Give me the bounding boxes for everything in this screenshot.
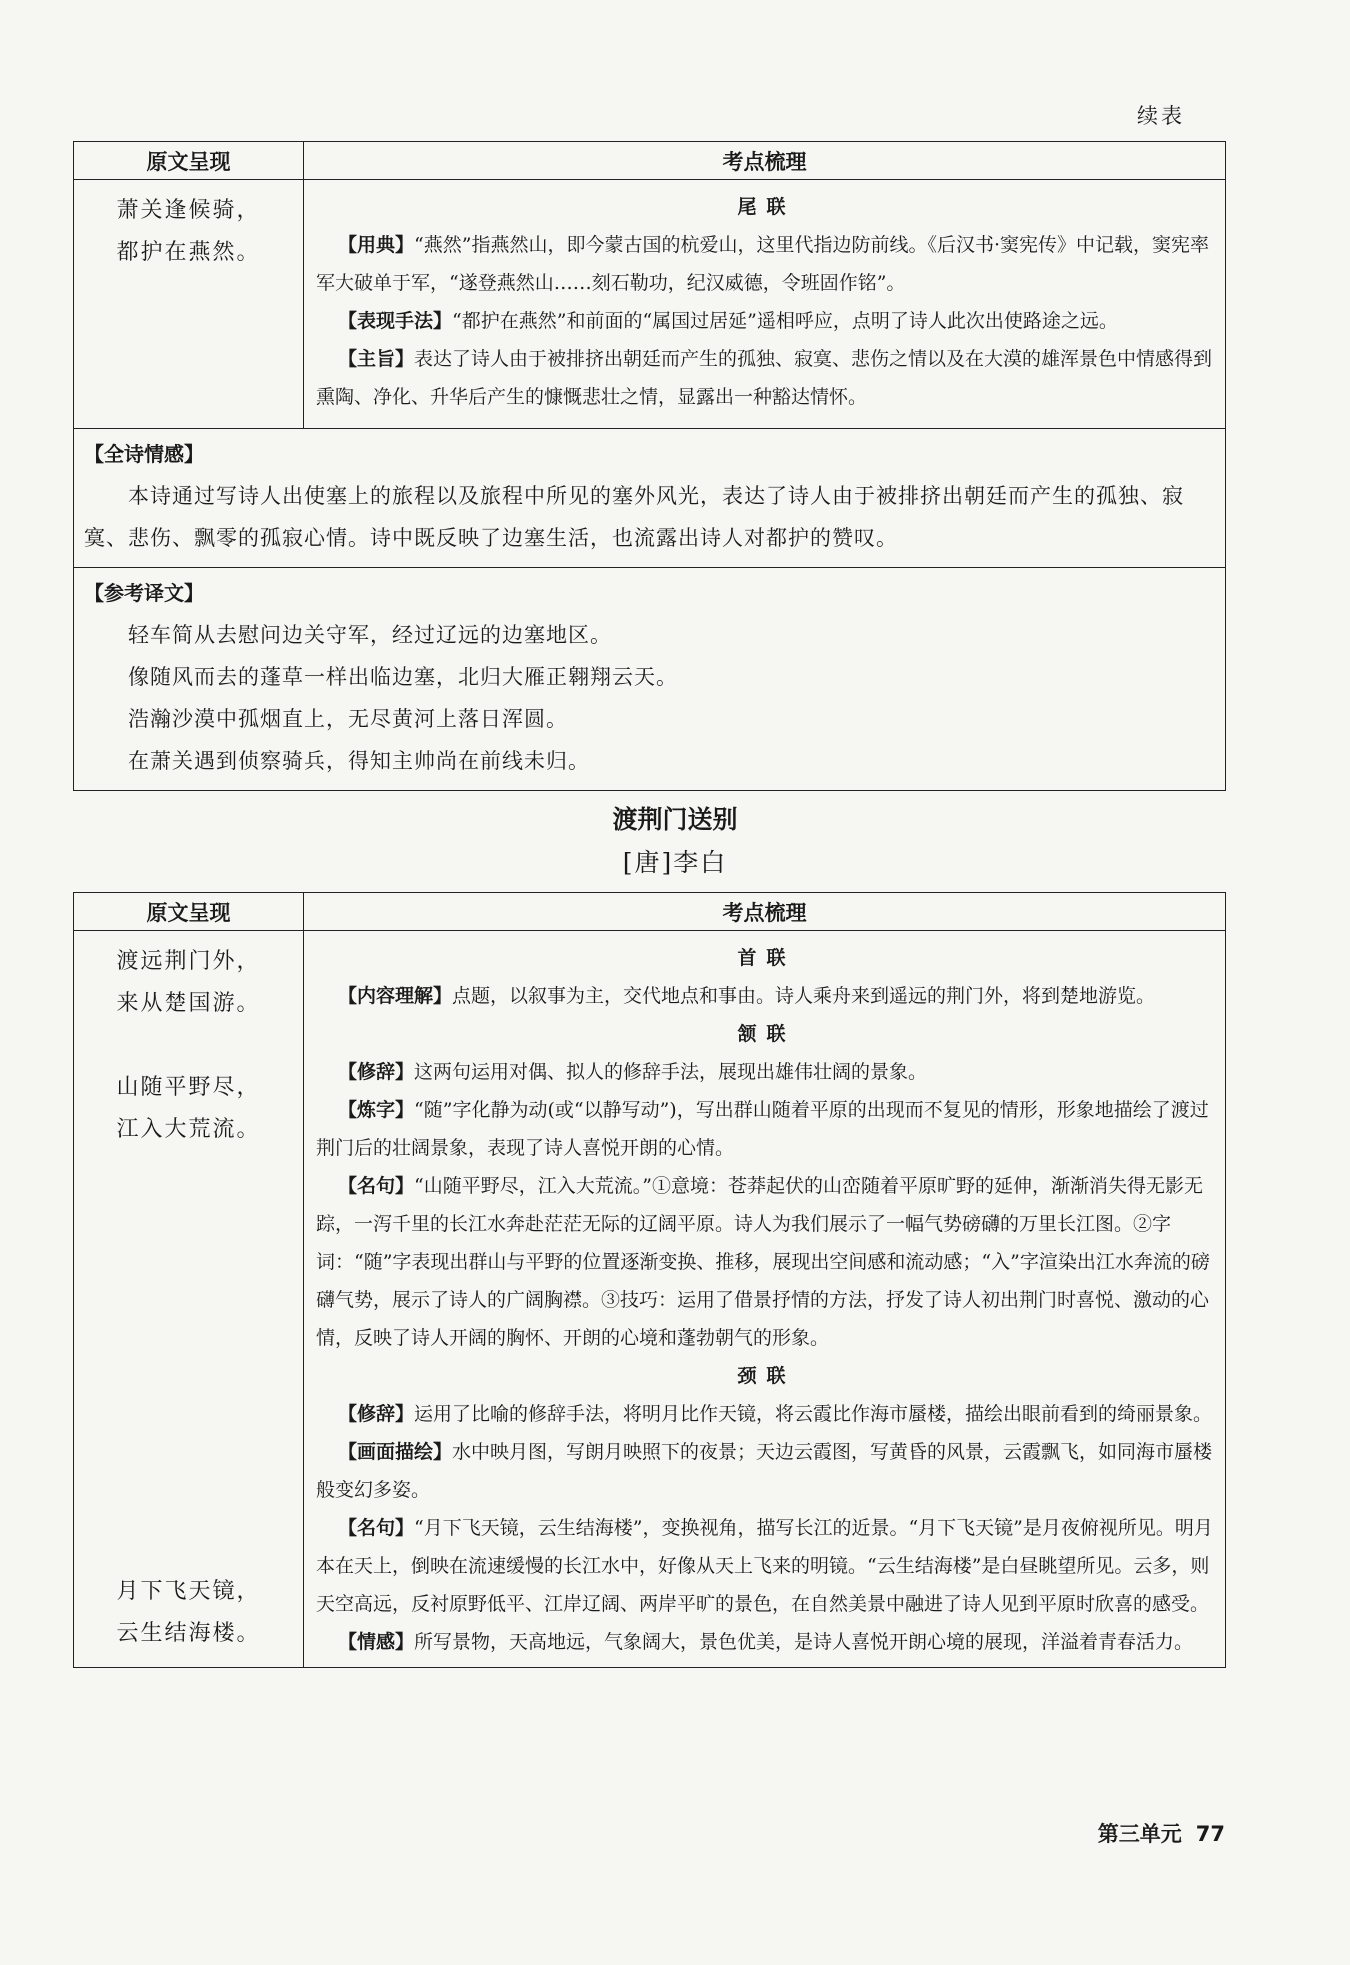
points-cell <box>304 180 1226 429</box>
note-item <box>316 1623 1217 1661</box>
couplet-heading: 尾联 <box>737 196 796 218</box>
original-text-cell <box>74 931 304 1668</box>
translation-cell <box>74 568 1226 791</box>
note-text: 所写景物，天高地远，气象阔大，景色优美，是诗人喜悦开朗心境的展现，洋溢着青春活力。 <box>414 1631 1194 1653</box>
poem-line-spacer <box>80 1235 297 1277</box>
note-item <box>316 1053 1217 1091</box>
header-points: 考点梳理 <box>304 893 1226 931</box>
page-footer <box>1098 1818 1225 1848</box>
emotion-heading: 【全诗情感】 <box>84 442 204 466</box>
note-tag: 【修辞】 <box>338 1403 415 1425</box>
page-number: 77 <box>1195 1822 1225 1846</box>
study-table-2 <box>73 892 1226 1668</box>
poem-line-spacer <box>80 1403 297 1445</box>
note-item <box>316 302 1217 340</box>
note-item <box>316 977 1217 1015</box>
note-text: 表达了诗人由于被排挤出朝廷而产生的孤独、寂寞、悲伤之情以及在大漠的雄浑景色中情感得到熏陶、净化、升华后产生的慷慨悲壮之情，显露出一种豁达情怀。 <box>316 348 1213 408</box>
poem-line-spacer <box>80 1193 297 1235</box>
poem-line-spacer <box>80 1529 297 1571</box>
poem-line-spacer <box>80 1319 297 1361</box>
note-text: “都护在燕然”和前面的“属国过居延”遥相呼应，点明了诗人此次出使路途之远。 <box>452 310 1118 332</box>
note-tag: 【情感】 <box>338 1631 415 1653</box>
couplet-heading: 颔联 <box>737 1023 796 1045</box>
note-item <box>316 1167 1217 1357</box>
poem-line: 江入大荒流。 <box>116 1117 261 1142</box>
continued-table-label: 续表 <box>1137 104 1185 128</box>
poem-line-spacer <box>80 1361 297 1403</box>
note-tag: 【内容理解】 <box>338 985 453 1007</box>
translation-heading: 【参考译文】 <box>84 581 204 605</box>
translation-line: 浩瀚沙漠中孤烟直上，无尽黄河上落日浑圆。 <box>128 707 568 731</box>
poem-line: 月下飞天镜， <box>116 1579 261 1604</box>
note-text: 运用了比喻的修辞手法，将明月比作天镜，将云霞比作海市蜃楼，描绘出眼前看到的绮丽景象。 <box>414 1403 1213 1425</box>
note-tag: 【画面描绘】 <box>338 1441 453 1463</box>
poem-line-spacer <box>80 1487 297 1529</box>
note-tag: 【炼字】 <box>338 1099 415 1121</box>
header-points: 考点梳理 <box>304 142 1226 180</box>
note-item <box>316 1395 1217 1433</box>
note-item <box>316 340 1217 416</box>
couplet-heading: 首联 <box>737 947 796 969</box>
note-text: “月下飞天镜，云生结海楼”，变换视角，描写长江的近景。“月下飞天镜”是月夜俯视所见。明月本在天上，倒映在流速缓慢的长江水中，好像从天上飞来的明镜。“云生结海楼”是白昼眺望所见。云多，则天空高远，反衬原野低平、江岸辽阔、两岸平旷的景色，在自然美景中融进了诗人见到平原时欣喜的感受。 <box>316 1517 1213 1615</box>
poem-line-spacer <box>80 1151 297 1193</box>
poem-line: 渡远荆门外， <box>116 949 261 974</box>
header-original: 原文呈现 <box>74 142 304 180</box>
emotion-cell <box>74 429 1226 568</box>
note-text: “燕然”指燕然山，即今蒙古国的杭爱山，这里代指边防前线。《后汉书·窦宪传》中记载，窦宪率军大破单于军，“遂登燕然山……刻石勒功，纪汉威德，令班固作铭”。 <box>316 234 1209 294</box>
translation-line: 像随风而去的蓬草一样出临边塞，北归大雁正翱翔云天。 <box>128 665 678 689</box>
note-item <box>316 1433 1217 1509</box>
note-tag: 【名句】 <box>338 1175 415 1197</box>
translation-line: 在萧关遇到侦察骑兵，得知主帅尚在前线未归。 <box>128 749 590 773</box>
poem-line: 来从楚国游。 <box>116 991 261 1016</box>
poem-line: 云生结海楼。 <box>116 1621 261 1646</box>
note-tag: 【用典】 <box>338 234 415 256</box>
poem-line: 山随平野尽， <box>116 1075 261 1100</box>
points-cell <box>304 931 1226 1668</box>
poem-author: [唐]李白 <box>622 848 728 877</box>
note-text: “山随平野尽，江入大荒流。”①意境：苍莽起伏的山峦随着平原旷野的延伸，渐渐消失得无影无踪，一泻千里的长江水奔赴茫茫无际的辽阔平原。诗人为我们展示了一幅气势磅礴的万里长江图。②字词：“随”字表现出群山与平野的位置逐渐变换、推移，展现出空间感和流动感；“入”字渲染出江水奔流的磅礴气势，展示了诗人的广阔胸襟。③技巧：运用了借景抒情的方法，抒发了诗人初出荆门时喜悦、激动的心情，反映了诗人开阔的胸怀、开朗的心境和蓬勃朝气的形象。 <box>316 1175 1210 1349</box>
emotion-text: 本诗通过写诗人出使塞上的旅程以及旅程中所见的塞外风光，表达了诗人由于被排挤出朝廷而产生的孤独、寂寞、悲伤、飘零的孤寂心情。诗中既反映了边塞生活，也流露出诗人对都护的赞叹。 <box>84 484 1184 550</box>
note-item <box>316 226 1217 302</box>
translation-line: 轻车简从去慰问边关守军，经过辽远的边塞地区。 <box>128 623 612 647</box>
note-tag: 【修辞】 <box>338 1061 415 1083</box>
original-text-cell <box>74 180 304 429</box>
poem-line: 都护在燕然。 <box>116 240 261 265</box>
note-text: 水中映月图，写朗月映照下的夜景；天边云霞图，写黄昏的风景，云霞飘飞，如同海市蜃楼般变幻多姿。 <box>316 1441 1213 1501</box>
note-text: 这两句运用对偶、拟人的修辞手法，展现出雄伟壮阔的景象。 <box>414 1061 928 1083</box>
note-text: “随”字化静为动(或“以静写动”)，写出群山随着平原的出现而不复见的情形，形象地描绘了渡过荆门后的壮阔景象，表现了诗人喜悦开朗的心情。 <box>316 1099 1209 1159</box>
note-tag: 【表现手法】 <box>338 310 453 332</box>
study-table-1 <box>73 141 1226 791</box>
poem-line: 萧关逢候骑， <box>116 198 261 223</box>
poem-title: 渡荆门送别 <box>612 805 738 834</box>
poem-line-spacer <box>80 1445 297 1487</box>
header-original: 原文呈现 <box>74 893 304 931</box>
unit-label: 第三单元 <box>1097 1822 1182 1846</box>
poem-line-spacer <box>80 1025 297 1067</box>
note-tag: 【名句】 <box>338 1517 415 1539</box>
note-item <box>316 1509 1217 1623</box>
note-tag: 【主旨】 <box>338 348 415 370</box>
note-item <box>316 1091 1217 1167</box>
poem-line-spacer <box>80 1277 297 1319</box>
couplet-heading: 颈联 <box>737 1365 796 1387</box>
note-text: 点题，以叙事为主，交代地点和事由。诗人乘舟来到遥远的荆门外，将到楚地游览。 <box>452 985 1156 1007</box>
